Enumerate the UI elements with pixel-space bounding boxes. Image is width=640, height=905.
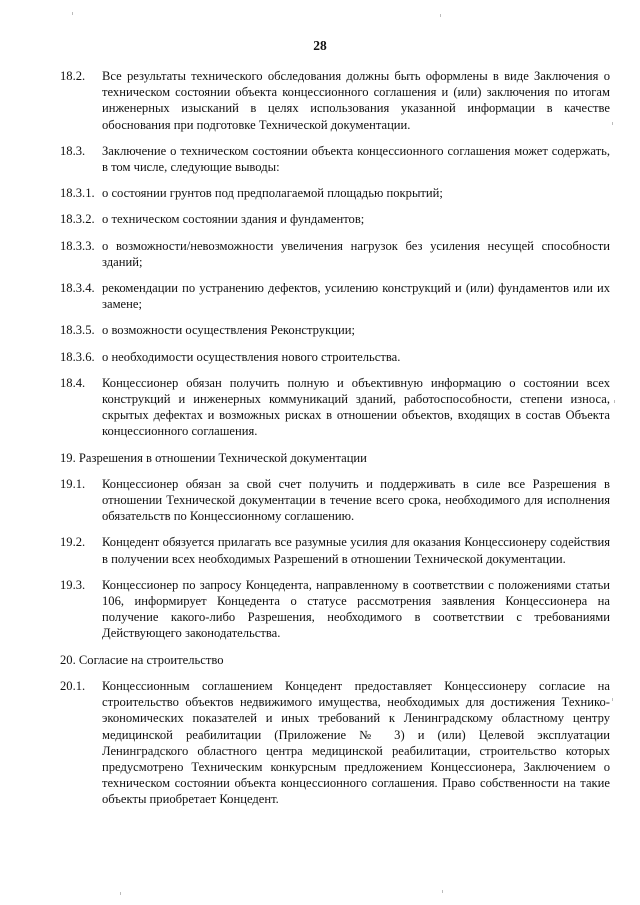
clause-18-3-6	[60, 349, 610, 365]
clause-number: 18.4.	[60, 375, 86, 390]
clause-number: 18.3.4.	[60, 281, 95, 296]
document-body	[60, 68, 610, 818]
clause-text: о техническом состоянии здания и фундаментов;	[102, 212, 365, 227]
clause-18-3-3	[60, 238, 610, 270]
clause-number: 18.3.2.	[60, 212, 95, 227]
clause-number: 18.3.	[60, 143, 86, 158]
clause-19-2	[60, 534, 610, 566]
clause-text: о необходимости осуществления нового строительства.	[102, 349, 401, 364]
clause-text: о состоянии грунтов под предполагаемой площадью покрытий;	[102, 186, 443, 201]
clause-18-4	[60, 375, 610, 440]
clause-number: 19.3.	[60, 577, 86, 592]
clause-18-2	[60, 68, 610, 133]
clause-number: 18.3.5.	[60, 323, 95, 338]
clause-number: 18.2.	[60, 69, 86, 83]
scan-speck	[72, 12, 73, 15]
clause-number: 19.1.	[60, 476, 86, 491]
clause-text: Заключение о техническом состоянии объекта концессионного соглашения может содержать, в том числе, следующие выводы:	[102, 143, 610, 175]
section-heading-19: 19. Разрешения в отношении Технической документации	[60, 450, 367, 465]
clause-text: Концессионным соглашением Концедент предоставляет Концессионеру согласие на строительство объектов недвижимого имущества, необходимых для достижения Технико-экономических показателей и иных требований к Ленинградскому областному центру медицинской реабилитации (Приложение № 3) и (или) Целевой эксплуатации Ленинградского областного центра медицинской реабилитации, строительство которых предусмотрено Техническим конкурсным предложением Концессионера, Заключением о техническом состоянии объекта концессионного соглашения. Право собственности на такие объекты приобретает Концедент.	[102, 678, 610, 807]
clause-text: Концессионер обязан получить полную и объективную информацию о состоянии всех конструкций и инженерных коммуникаций зданий, работоспособности, степени износа, скрытых дефектах и возможных рисках в отношении объектов, входящих в состав Объекта концессионного соглашения.	[102, 375, 610, 439]
clause-18-3-1	[60, 185, 610, 201]
scan-speck	[614, 400, 615, 403]
scan-speck	[442, 890, 443, 893]
clause-text: Концессионер по запросу Концедента, направленному в соответствии с положениями статьи 106, информирует Концедента о статусе рассмотрения заявления Концессионера на получение какого-либо Разрешения, необходимого в соответствии с требованиями Действующего законодательства.	[102, 577, 610, 641]
clause-18-3-2	[60, 211, 610, 227]
section-heading-20: 20. Согласие на строительство	[60, 652, 224, 667]
clause-19-1	[60, 476, 610, 525]
clause-number: 18.3.1.	[60, 186, 95, 201]
scan-speck	[440, 14, 441, 17]
scan-speck	[120, 892, 121, 895]
clause-text: Концедент обязуется прилагать все разумные усилия для оказания Концессионеру содействия в получении всех необходимых Разрешений в отношении Технической документации.	[102, 535, 610, 566]
clause-number: 18.3.6.	[60, 349, 95, 364]
clause-18-3	[60, 143, 610, 175]
clause-text: о возможности/невозможности увеличения нагрузок без усиления несущей способности зданий;	[102, 238, 610, 269]
clause-18-3-5	[60, 322, 610, 338]
clause-number: 19.2.	[60, 535, 86, 550]
page-number: 28	[313, 38, 327, 53]
clause-text: Концессионер обязан за свой счет получить и поддерживать в силе все Разрешения в отношении Технической документации в течение всего срока, необходимого для исполнения обязательств по Концессионному соглашению.	[102, 476, 610, 524]
clause-18-3-4	[60, 280, 610, 312]
clause-number: 18.3.3.	[60, 238, 95, 253]
clause-19-3	[60, 577, 610, 642]
clause-number: 20.1.	[60, 678, 86, 693]
clause-20-1	[60, 678, 610, 808]
scan-speck	[612, 122, 613, 125]
clause-text: рекомендации по устранению дефектов, усилению конструкций и (или) фундаментов или их замене;	[102, 281, 610, 312]
clause-text: Все результаты технического обследования должны быть оформлены в виде Заключения о техническом состоянии объекта концессионного соглашения и (или) заключения по итогам инженерных изысканий в целях использования указанной информации в качестве обоснования при подготовке Технической документации.	[102, 69, 610, 132]
clause-text: о возможности осуществления Реконструкции;	[102, 323, 355, 338]
scan-speck	[612, 698, 613, 701]
